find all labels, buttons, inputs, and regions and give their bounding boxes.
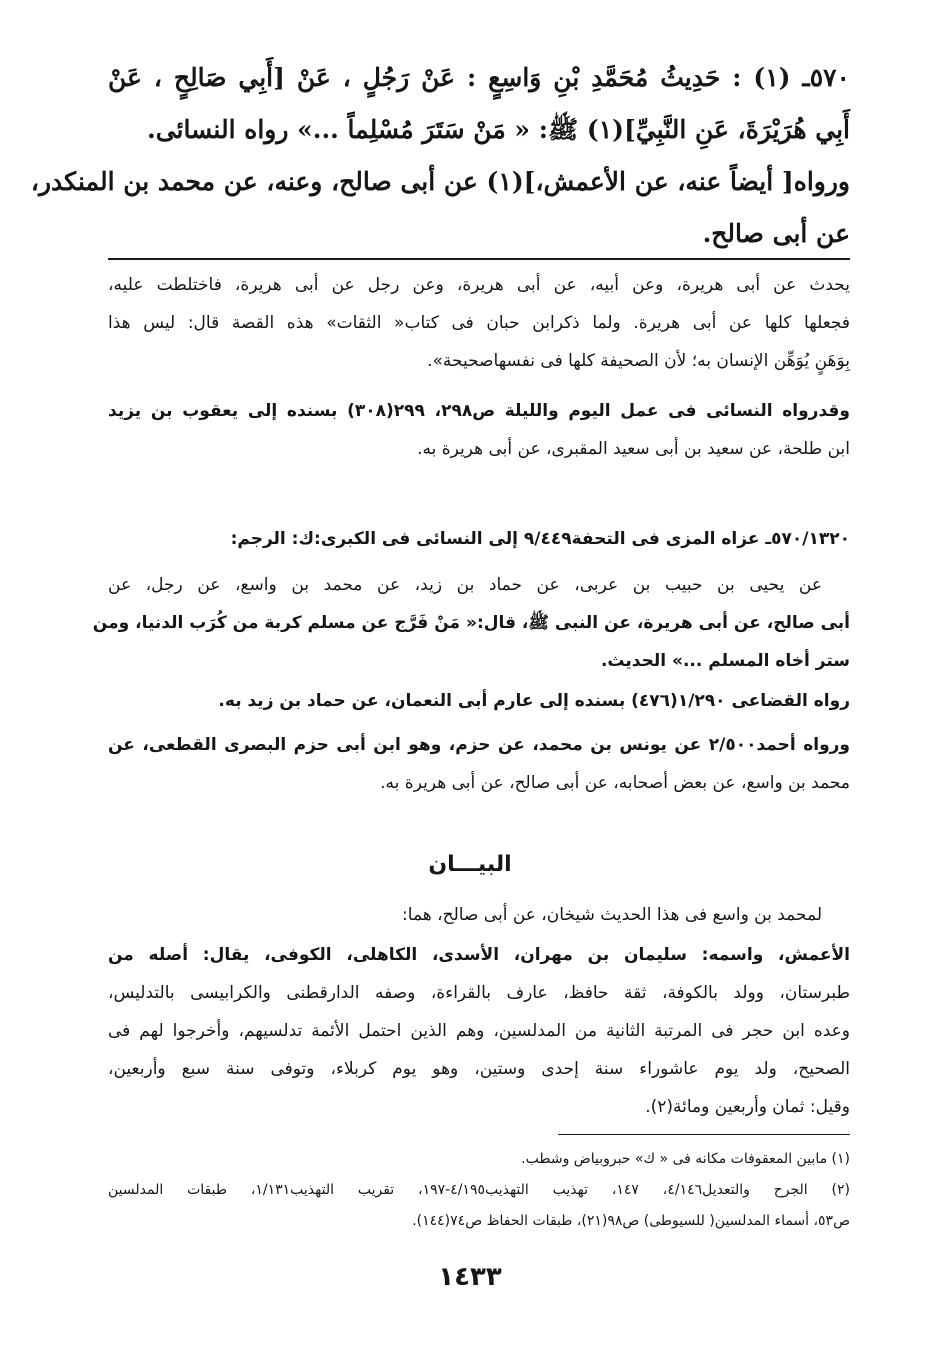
footnote-divider — [558, 1134, 850, 1135]
footnote-2-continued: ص٥٣، أسماء المدلسين( للسيوطى) ص٩٨(٢١)، طبقات الحفاظ ص٧٤(١٤٤). — [412, 1213, 850, 1229]
bayan-paragraph-1 — [108, 936, 850, 1126]
hadith-line-1: ٥٧٠ـ (١) : حَدِيثُ مُحَمَّدِ بْنِ وَاسِعٍ : عَنْ رَجُلٍ ، عَنْ [أَبِي صَالِحٍ ، عَنْ — [108, 63, 850, 92]
commentary-line: يحدث عن أبى هريرة، وعن أبيه، عن أبى هريرة، وعن رجل عن أبى هريرة، فاختلطت عليه، — [108, 275, 850, 295]
bayan-line: الصحيح، ولد يوم عاشوراء سنة إحدى وستين، وهو يوم كربلاء، وتوفى سنة سبع وأربعين، — [108, 1059, 850, 1079]
footnote-2: (٢) الجرح والتعديل٤/١٤٦، ١٤٧، تهذيب التهذيب٤/١٩٥-١٩٧، تقريب التهذيب١/١٣١، طبقات المدلسين — [108, 1182, 850, 1198]
hadith-line-2: أَبِي هُرَيْرَةَ، عَنِ النَّبِيِّ](١) ﷺ: « مَنْ سَتَرَ مُسْلِماً ...» رواه النسائى. — [147, 115, 850, 144]
bayan-line: وقيل: ثمان وأربعين ومائة(٢). — [645, 1097, 850, 1117]
commentary-line: فجعلها كلها عن أبى هريرة. ولما ذكرابن حبان فى كتاب« الثقات» هذه القصة قال: ليس هذا — [108, 313, 850, 333]
footnotes — [108, 1144, 850, 1237]
takhrij-title-text: ٥٧٠/١٣٢٠ـ عزاه المزى فى التحفة٩/٤٤٩ إلى النسائى فى الكبرى:ك: الرجم: — [230, 529, 850, 549]
bayan-heading: البيـــان — [428, 852, 512, 877]
bayan-line: وعده ابن حجر فى المرتبة الثانية من المدلسين، وهم الذين احتمل الأئمة تدلسيهم، وأخرجوا لهم فى — [108, 1021, 850, 1041]
bayan-line: الأعمش، واسمه: سليمان بن مهران، الأسدى، الكاهلى، الكوفى، يقال: أصله من — [108, 945, 850, 965]
section-divider — [108, 258, 850, 260]
takhrij-line: محمد بن واسع، عن بعض أصحابه، عن أبى صالح، عن أبى هريرة به. — [380, 773, 850, 793]
footnote-1: (١) مابين المعقوفات مكانه فى « ك» حبروبياض وشطب. — [521, 1151, 850, 1167]
takhrij-title — [108, 520, 850, 558]
hadith-entry — [30, 52, 850, 260]
hadith-line-3: ورواه[ أيضاً عنه، عن الأعمش،](١) عن أبى صالح، وعنه، عن محمد بن المنكدر، — [30, 167, 850, 196]
commentary-line: ابن طلحة، عن سعيد بن أبى سعيد المقبرى، عن أبى هريرة به. — [417, 439, 850, 459]
bayan-intro — [108, 896, 850, 934]
takhrij-line: ستر أخاه المسلم ...» الحديث. — [600, 651, 850, 671]
commentary-line: وقدرواه النسائى فى عمل اليوم والليلة ص٢٩٨، ٢٩٩(٣٠٨) بسنده إلى يعقوب بن يزيد — [108, 401, 850, 421]
takhrij-paragraph-2 — [108, 682, 850, 720]
takhrij-paragraph-3 — [108, 726, 850, 802]
bayan-line: طبرستان، وولد بالكوفة، ثقة حافظ، عارف بالقراءة، وصفه الدارقطنى والكرابيسى بالتدليس، — [108, 983, 850, 1003]
takhrij-line: عن يحيى بن حبيب بن عربى، عن حماد بن زيد، عن محمد بن واسع، عن رجل، عن — [108, 575, 822, 595]
page-number: ١٤٣٣ — [438, 1262, 502, 1292]
takhrij-line: أبى صالح، عن أبى هريرة، عن النبى ﷺ، قال:« مَنْ فَرَّج عن مسلم كربة من كُرَب الدنيا، ومن — [92, 613, 850, 633]
hadith-line-4: عن أبى صالح. — [702, 219, 850, 248]
commentary-line: بِوَهَنٍ يُوَهِّن الإنسان به؛ لأن الصحيفة كلها فى نفسهاصحيحة». — [427, 351, 850, 371]
commentary-paragraph-2 — [108, 392, 850, 468]
takhrij-line: ورواه أحمد٢/٥٠٠ عن يونس بن محمد، عن حزم، وهو ابن أبى حزم البصرى القطعى، عن — [108, 735, 851, 755]
takhrij-paragraph-1 — [92, 566, 850, 680]
takhrij-line: رواه القضاعى ١/٢٩٠(٤٧٦) بسنده إلى عارم أبى النعمان، عن حماد بن زيد به. — [218, 691, 850, 711]
commentary-paragraph-1 — [108, 266, 850, 380]
bayan-intro-line: لمحمد بن واسع فى هذا الحديث شيخان، عن أبى صالح، هما: — [402, 905, 822, 925]
